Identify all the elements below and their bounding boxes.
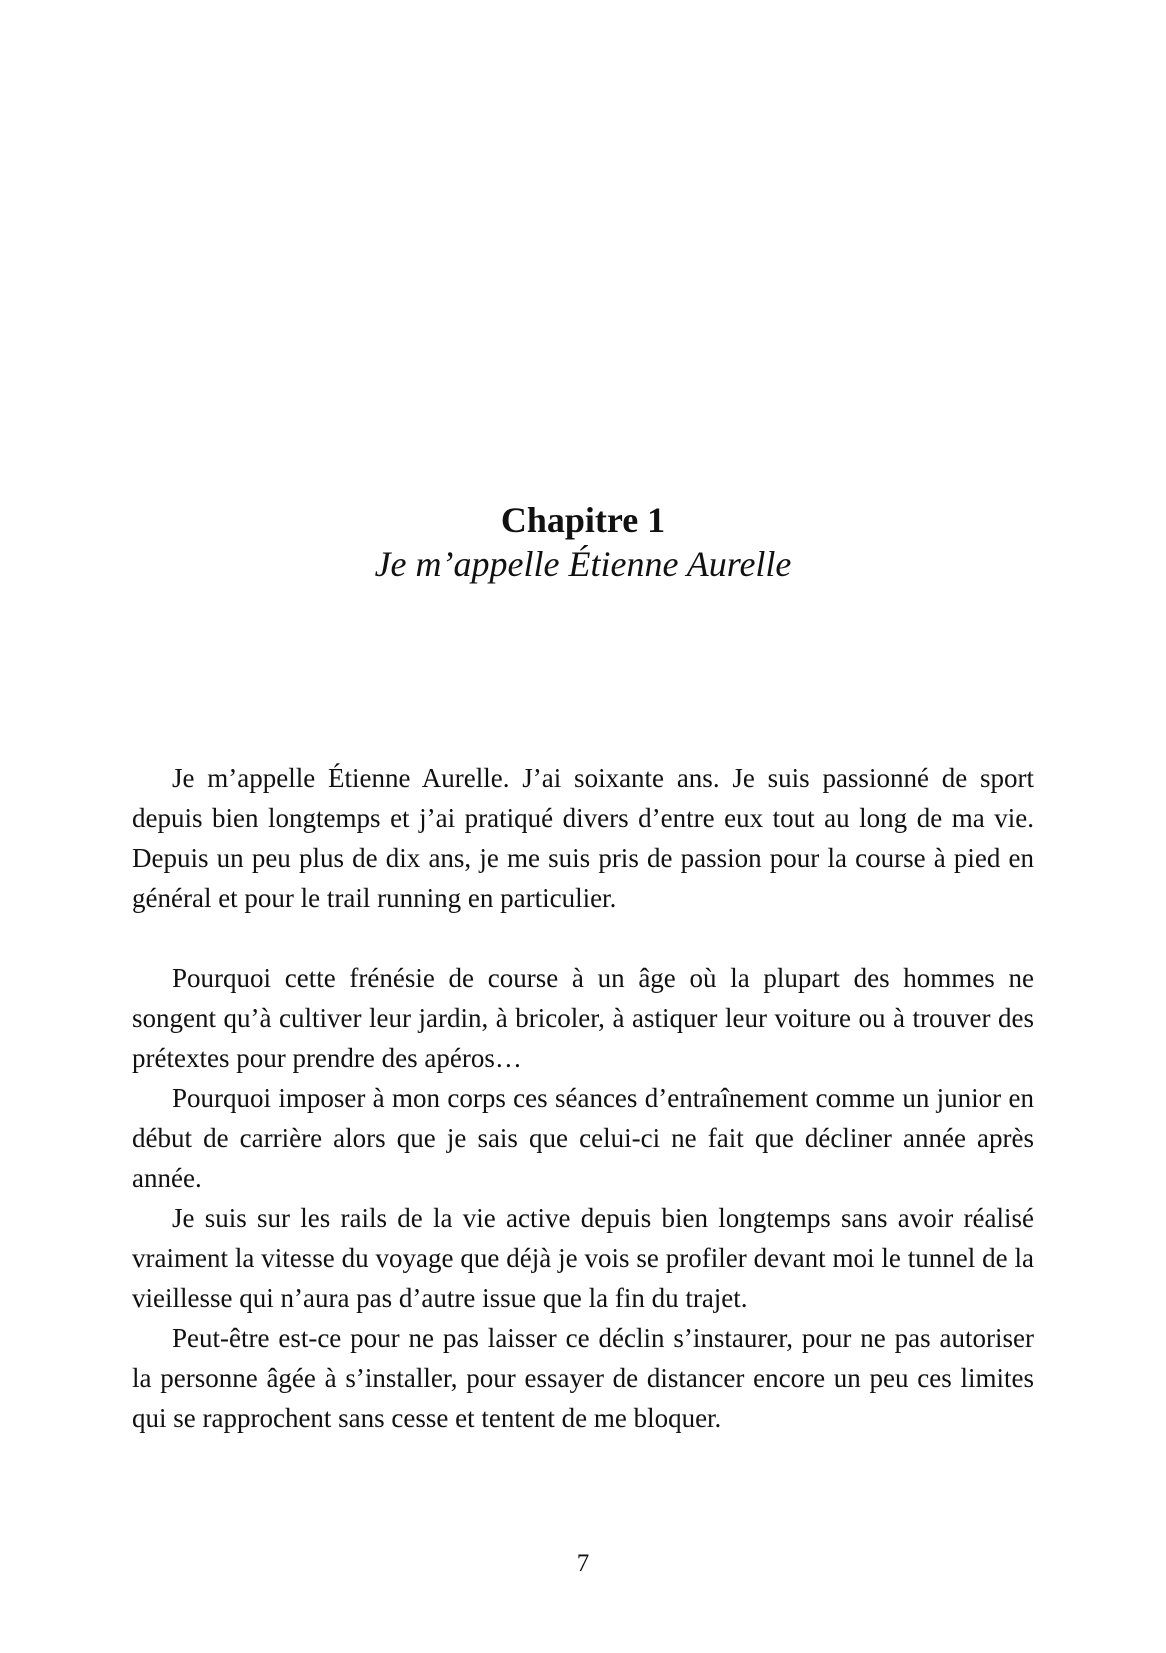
paragraph: Peut-être est-ce pour ne pas laisser ce déclin s’instaurer, pour ne pas autoriser la personne âgée à s’installer, pour essayer de distancer encore un peu ces limites qui se rapprochent sans cesse et tentent de me bloquer. <box>132 1323 1034 1433</box>
paragraph: Je m’appelle Étienne Aurelle. J’ai soixante ans. Je suis passionné de sport depuis bien longtemps et j’ai pratiqué divers d’entre eux tout au long de ma vie. Depuis un peu plus de dix ans, je me suis pris de passion pour la course à pied en général et pour le trail running en particulier. <box>132 763 1034 913</box>
paragraph: Pourquoi imposer à mon corps ces séances d’entraînement comme un junior en début de carrière alors que je sais que celui-ci ne fait que décliner année après année. <box>132 1083 1034 1193</box>
page-number: 7 <box>576 1550 590 1577</box>
chapter-heading <box>0 498 1166 586</box>
chapter-title: Je m’appelle Étienne Aurelle <box>374 544 792 584</box>
chapter-number: Chapitre 1 <box>500 500 666 540</box>
paragraph: Pourquoi cette frénésie de course à un âge où la plupart des hommes ne songent qu’à cultiver leur jardin, à bricoler, à astiquer leur voiture ou à trouver des prétextes pour prendre des apéros… <box>132 963 1034 1073</box>
paragraph: Je suis sur les rails de la vie active depuis bien longtemps sans avoir réalisé vraiment la vitesse du voyage que déjà je vois se profiler devant moi le tunnel de la vieillesse qui n’aura pas d’autre issue que la fin du trajet. <box>132 1203 1034 1313</box>
chapter-body <box>132 758 1034 1438</box>
